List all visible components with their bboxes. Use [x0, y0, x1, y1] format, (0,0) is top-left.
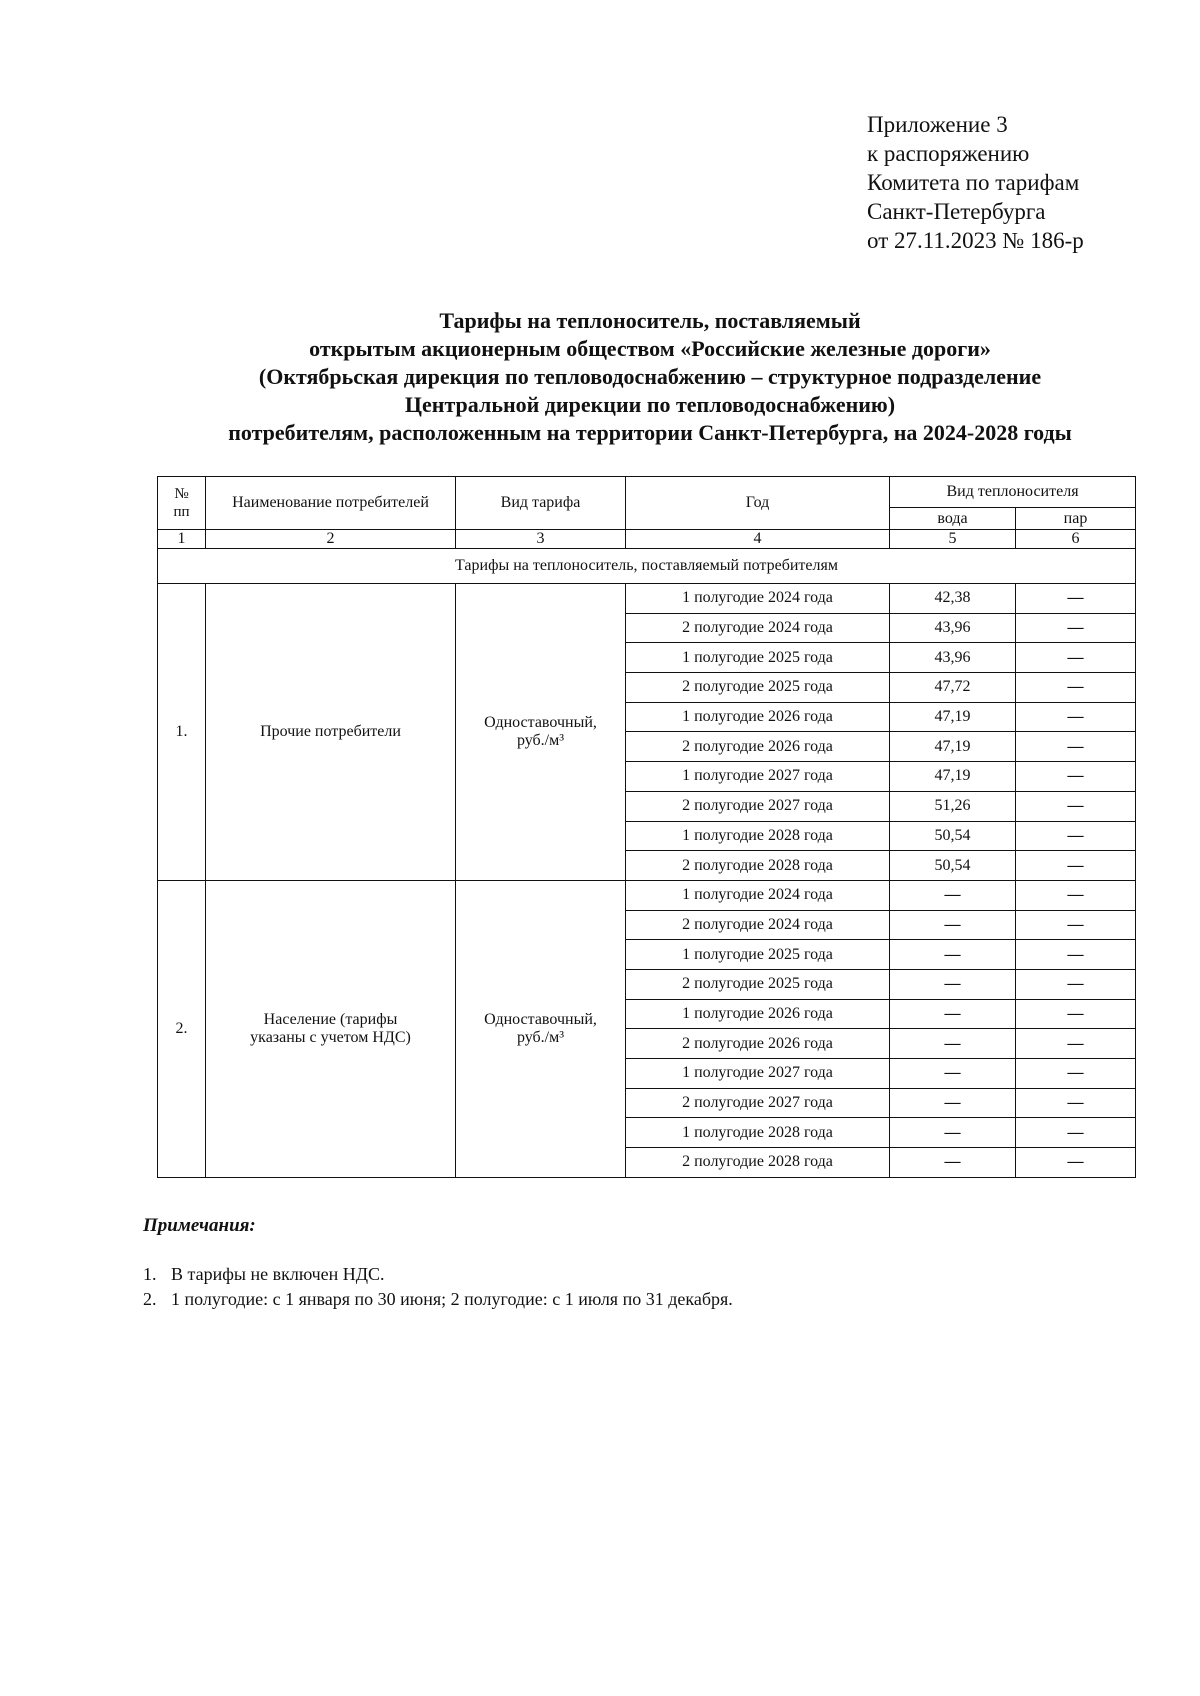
dash-mark: —	[1067, 886, 1084, 904]
period-cell: 1 полугодие 2026 года	[626, 702, 890, 732]
steam-value	[1016, 969, 1136, 999]
steam-value	[1016, 1029, 1136, 1059]
period-cell: 2 полугодие 2025 года	[626, 969, 890, 999]
dash-mark: —	[944, 945, 961, 963]
water-value	[890, 1088, 1016, 1118]
column-number: 2	[206, 530, 456, 549]
water-value	[890, 1118, 1016, 1148]
title-line: (Октябрьская дирекция по тепловодоснабжению – структурное подразделение	[258, 364, 1042, 389]
column-number: 4	[626, 530, 890, 549]
steam-value	[1016, 821, 1136, 851]
dash-mark: —	[944, 1153, 961, 1171]
period-cell: 2 полугодие 2028 года	[626, 1148, 890, 1178]
consumer-name: Население (тарифы указаны с учетом НДС)	[206, 880, 456, 1177]
notes-title: Примечания:	[143, 1215, 256, 1236]
note-item	[143, 1262, 733, 1287]
water-value	[890, 940, 1016, 970]
tariff-value: 47,72	[934, 678, 971, 696]
tariff-value: 47,19	[934, 708, 971, 726]
water-value	[890, 910, 1016, 940]
steam-value	[1016, 940, 1136, 970]
document-title	[150, 307, 1150, 447]
period-cell: 2 полугодие 2026 года	[626, 1029, 890, 1059]
dash-mark: —	[1067, 826, 1084, 844]
header-tariff-type: Вид тарифа	[456, 477, 626, 530]
tariff-value: 50,54	[934, 826, 971, 844]
dash-mark: —	[1067, 619, 1084, 637]
column-number: 5	[890, 530, 1016, 549]
section-row	[158, 549, 1136, 584]
tariff-value: 50,54	[934, 856, 971, 874]
dash-mark: —	[1067, 767, 1084, 785]
dash-mark: —	[944, 1034, 961, 1052]
appendix-header	[867, 110, 1084, 255]
header-carrier: Вид теплоносителя	[890, 477, 1136, 508]
header-consumer: Наименование потребителей	[206, 477, 456, 530]
steam-value	[1016, 702, 1136, 732]
period-cell: 2 полугодие 2026 года	[626, 732, 890, 762]
period-cell: 2 полугодие 2024 года	[626, 910, 890, 940]
tariff-value: 43,96	[934, 648, 971, 666]
steam-value	[1016, 910, 1136, 940]
dash-mark: —	[1067, 678, 1084, 696]
row-number: 1.	[158, 584, 206, 881]
notes-list	[143, 1262, 733, 1312]
steam-value	[1016, 999, 1136, 1029]
water-value	[890, 880, 1016, 910]
water-value	[890, 643, 1016, 673]
dash-mark: —	[944, 1064, 961, 1082]
column-number: 6	[1016, 530, 1136, 549]
steam-value	[1016, 732, 1136, 762]
steam-value	[1016, 584, 1136, 614]
dash-mark: —	[1067, 589, 1084, 607]
note-text: В тарифы не включен НДС.	[171, 1264, 385, 1284]
water-value	[890, 969, 1016, 999]
water-value	[890, 702, 1016, 732]
period-cell: 2 полугодие 2027 года	[626, 1088, 890, 1118]
period-cell: 1 полугодие 2028 года	[626, 1118, 890, 1148]
dash-mark: —	[1067, 975, 1084, 993]
dash-mark: —	[1067, 1064, 1084, 1082]
tariff-type: Одноставочный, руб./м³	[456, 584, 626, 881]
column-number: 3	[456, 530, 626, 549]
dash-mark: —	[1067, 648, 1084, 666]
water-value	[890, 732, 1016, 762]
column-number: 1	[158, 530, 206, 549]
tariff-type: Одноставочный, руб./м³	[456, 880, 626, 1177]
tariff-value: 47,19	[934, 737, 971, 755]
water-value	[890, 1148, 1016, 1178]
dash-mark: —	[1067, 1153, 1084, 1171]
title-line: Тарифы на теплоноситель, поставляемый	[439, 308, 861, 333]
tariff-table	[157, 476, 1136, 1178]
dash-mark: —	[1067, 1094, 1084, 1112]
period-cell: 1 полугодие 2028 года	[626, 821, 890, 851]
tariff-value: 47,19	[934, 767, 971, 785]
water-value	[890, 1059, 1016, 1089]
water-value	[890, 1029, 1016, 1059]
dash-mark: —	[1067, 856, 1084, 874]
tariff-value: 43,96	[934, 619, 971, 637]
note-number: 1.	[143, 1264, 157, 1284]
steam-value	[1016, 613, 1136, 643]
period-cell: 2 полугодие 2027 года	[626, 791, 890, 821]
tariff-value: 42,38	[934, 589, 971, 607]
period-cell: 2 полугодие 2028 года	[626, 851, 890, 881]
water-value	[890, 584, 1016, 614]
period-cell: 1 полугодие 2025 года	[626, 643, 890, 673]
title-line: открытым акционерным обществом «Российские железные дороги»	[309, 336, 991, 361]
title-line: потребителям, расположенным на территории Санкт-Петербурга, на 2024-2028 годы	[228, 420, 1072, 445]
period-cell: 1 полугодие 2024 года	[626, 880, 890, 910]
appendix-line: к распоряжению	[867, 141, 1030, 166]
period-cell: 1 полугодие 2027 года	[626, 762, 890, 792]
dash-mark: —	[1067, 945, 1084, 963]
period-cell: 2 полугодие 2025 года	[626, 673, 890, 703]
header-row	[158, 477, 1136, 508]
water-value	[890, 613, 1016, 643]
steam-value	[1016, 1148, 1136, 1178]
dash-mark: —	[1067, 708, 1084, 726]
steam-value	[1016, 762, 1136, 792]
water-value	[890, 762, 1016, 792]
steam-value	[1016, 673, 1136, 703]
water-value	[890, 673, 1016, 703]
dash-mark: —	[944, 1094, 961, 1112]
dash-mark: —	[944, 886, 961, 904]
header-steam: пар	[1016, 508, 1136, 530]
consumer-name: Прочие потребители	[206, 584, 456, 881]
dash-mark: —	[1067, 915, 1084, 933]
water-value	[890, 821, 1016, 851]
header-no: № пп	[158, 477, 206, 530]
dash-mark: —	[1067, 1123, 1084, 1141]
period-cell: 1 полугодие 2026 года	[626, 999, 890, 1029]
dash-mark: —	[944, 915, 961, 933]
water-value	[890, 999, 1016, 1029]
column-number-row	[158, 530, 1136, 549]
period-cell: 2 полугодие 2024 года	[626, 613, 890, 643]
dash-mark: —	[1067, 797, 1084, 815]
period-cell: 1 полугодие 2025 года	[626, 940, 890, 970]
section-title: Тарифы на теплоноситель, поставляемый потребителям	[158, 549, 1136, 584]
appendix-line: от 27.11.2023 № 186-р	[867, 228, 1084, 253]
note-item	[143, 1287, 733, 1312]
steam-value	[1016, 791, 1136, 821]
header-year: Год	[626, 477, 890, 530]
table-row	[158, 584, 1136, 614]
dash-mark: —	[944, 975, 961, 993]
dash-mark: —	[944, 1004, 961, 1022]
water-value	[890, 791, 1016, 821]
tariff-value: 51,26	[934, 797, 971, 815]
water-value	[890, 851, 1016, 881]
steam-value	[1016, 1059, 1136, 1089]
table-row	[158, 880, 1136, 910]
steam-value	[1016, 851, 1136, 881]
steam-value	[1016, 1118, 1136, 1148]
appendix-line: Комитета по тарифам	[867, 170, 1080, 195]
note-number: 2.	[143, 1289, 157, 1309]
header-water: вода	[890, 508, 1016, 530]
steam-value	[1016, 880, 1136, 910]
dash-mark: —	[1067, 737, 1084, 755]
steam-value	[1016, 643, 1136, 673]
appendix-line: Санкт-Петербурга	[867, 199, 1046, 224]
dash-mark: —	[1067, 1004, 1084, 1022]
row-number: 2.	[158, 880, 206, 1177]
appendix-line: Приложение 3	[867, 112, 1008, 137]
note-text: 1 полугодие: с 1 января по 30 июня; 2 полугодие: с 1 июля по 31 декабря.	[171, 1289, 733, 1309]
period-cell: 1 полугодие 2024 года	[626, 584, 890, 614]
dash-mark: —	[944, 1123, 961, 1141]
period-cell: 1 полугодие 2027 года	[626, 1059, 890, 1089]
title-line: Центральной дирекции по тепловодоснабжению)	[404, 392, 896, 417]
dash-mark: —	[1067, 1034, 1084, 1052]
steam-value	[1016, 1088, 1136, 1118]
